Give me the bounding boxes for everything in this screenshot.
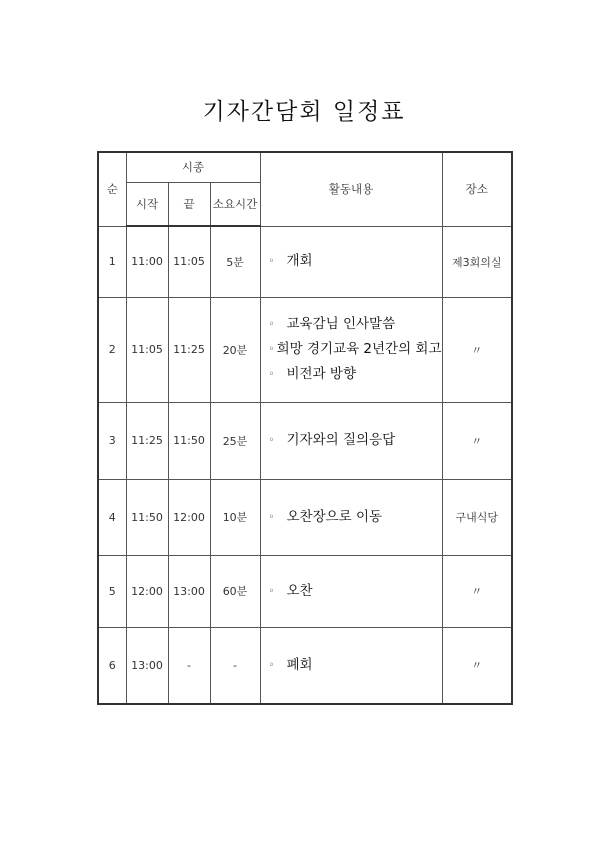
activity-item: [269, 312, 442, 337]
cell-end: 11:25: [168, 297, 210, 402]
activity-item: [269, 579, 442, 604]
header-start: 시작: [126, 182, 168, 226]
table-row: [98, 555, 512, 627]
activity-text: 개회: [286, 253, 313, 269]
activity-text: 비전과 방향: [286, 366, 357, 382]
header-duration: 소요시간: [210, 182, 260, 226]
cell-duration: 60분: [210, 555, 260, 627]
table-row: [98, 402, 512, 479]
cell-place: 〃: [442, 555, 512, 627]
activity-item: [269, 337, 442, 362]
header-activity: 활동내용: [260, 152, 442, 226]
activity-text: 기자와의 질의응답: [286, 432, 396, 448]
cell-start: 11:05: [126, 297, 168, 402]
activity-text: 오찬: [286, 582, 313, 599]
cell-activity: [260, 402, 442, 479]
cell-end: 12:00: [168, 479, 210, 555]
cell-duration: -: [210, 627, 260, 704]
cell-activity: [260, 555, 442, 627]
cell-place: 〃: [442, 402, 512, 479]
cell-order: 6: [98, 627, 126, 704]
cell-duration: 10분: [210, 479, 260, 555]
cell-end: -: [168, 627, 210, 704]
cell-end: 13:00: [168, 555, 210, 627]
bullet-icon: ◦: [268, 511, 275, 523]
schedule-body: [98, 226, 512, 704]
activity-item: [269, 428, 442, 453]
activity-text: 희망 경기교육 2년간의 회고: [276, 341, 442, 357]
cell-start: 11:00: [126, 226, 168, 297]
header-order: 순: [98, 152, 126, 226]
activity-text: 오찬장으로 이동: [286, 508, 383, 525]
bullet-icon: ◦: [268, 369, 275, 380]
bullet-icon: ◦: [268, 319, 275, 330]
activity-item: [269, 249, 442, 274]
cell-activity: [260, 297, 442, 402]
cell-start: 12:00: [126, 555, 168, 627]
bullet-icon: ◦: [268, 435, 275, 446]
cell-activity: [260, 479, 442, 555]
cell-order: 3: [98, 402, 126, 479]
cell-order: 1: [98, 226, 126, 297]
cell-start: 11:50: [126, 479, 168, 555]
activity-text: 폐회: [286, 656, 313, 673]
table-row: [98, 226, 512, 297]
activity-item: [269, 505, 442, 530]
activity-text: 교육감님 인사말씀: [286, 316, 396, 332]
page-title: 기자간담회 일정표: [202, 99, 406, 125]
activity-item: [269, 362, 442, 387]
cell-end: 11:50: [168, 402, 210, 479]
cell-activity: [260, 627, 442, 704]
table-row: [98, 479, 512, 555]
cell-end: 11:05: [168, 226, 210, 297]
bullet-icon: ◦: [268, 659, 275, 671]
cell-start: 13:00: [126, 627, 168, 704]
cell-duration: 20분: [210, 297, 260, 402]
cell-order: 4: [98, 479, 126, 555]
cell-duration: 5분: [210, 226, 260, 297]
cell-place: 제3회의실: [442, 226, 512, 297]
cell-duration: 25분: [210, 402, 260, 479]
header-place: 장소: [442, 152, 512, 226]
bullet-icon: ◦: [268, 256, 275, 267]
cell-place: 〃: [442, 297, 512, 402]
cell-order: 2: [98, 297, 126, 402]
cell-order: 5: [98, 555, 126, 627]
header-time-group: 시종: [126, 152, 260, 182]
table-row: [98, 297, 512, 402]
bullet-icon: ◦: [268, 344, 275, 355]
bullet-icon: ◦: [268, 585, 275, 597]
header-end: 끝: [168, 182, 210, 226]
cell-activity: [260, 226, 442, 297]
schedule-table: [97, 151, 513, 705]
table-row: [98, 627, 512, 704]
activity-item: [269, 653, 442, 678]
cell-place: 〃: [442, 627, 512, 704]
cell-start: 11:25: [126, 402, 168, 479]
cell-place: 구내식당: [442, 479, 512, 555]
